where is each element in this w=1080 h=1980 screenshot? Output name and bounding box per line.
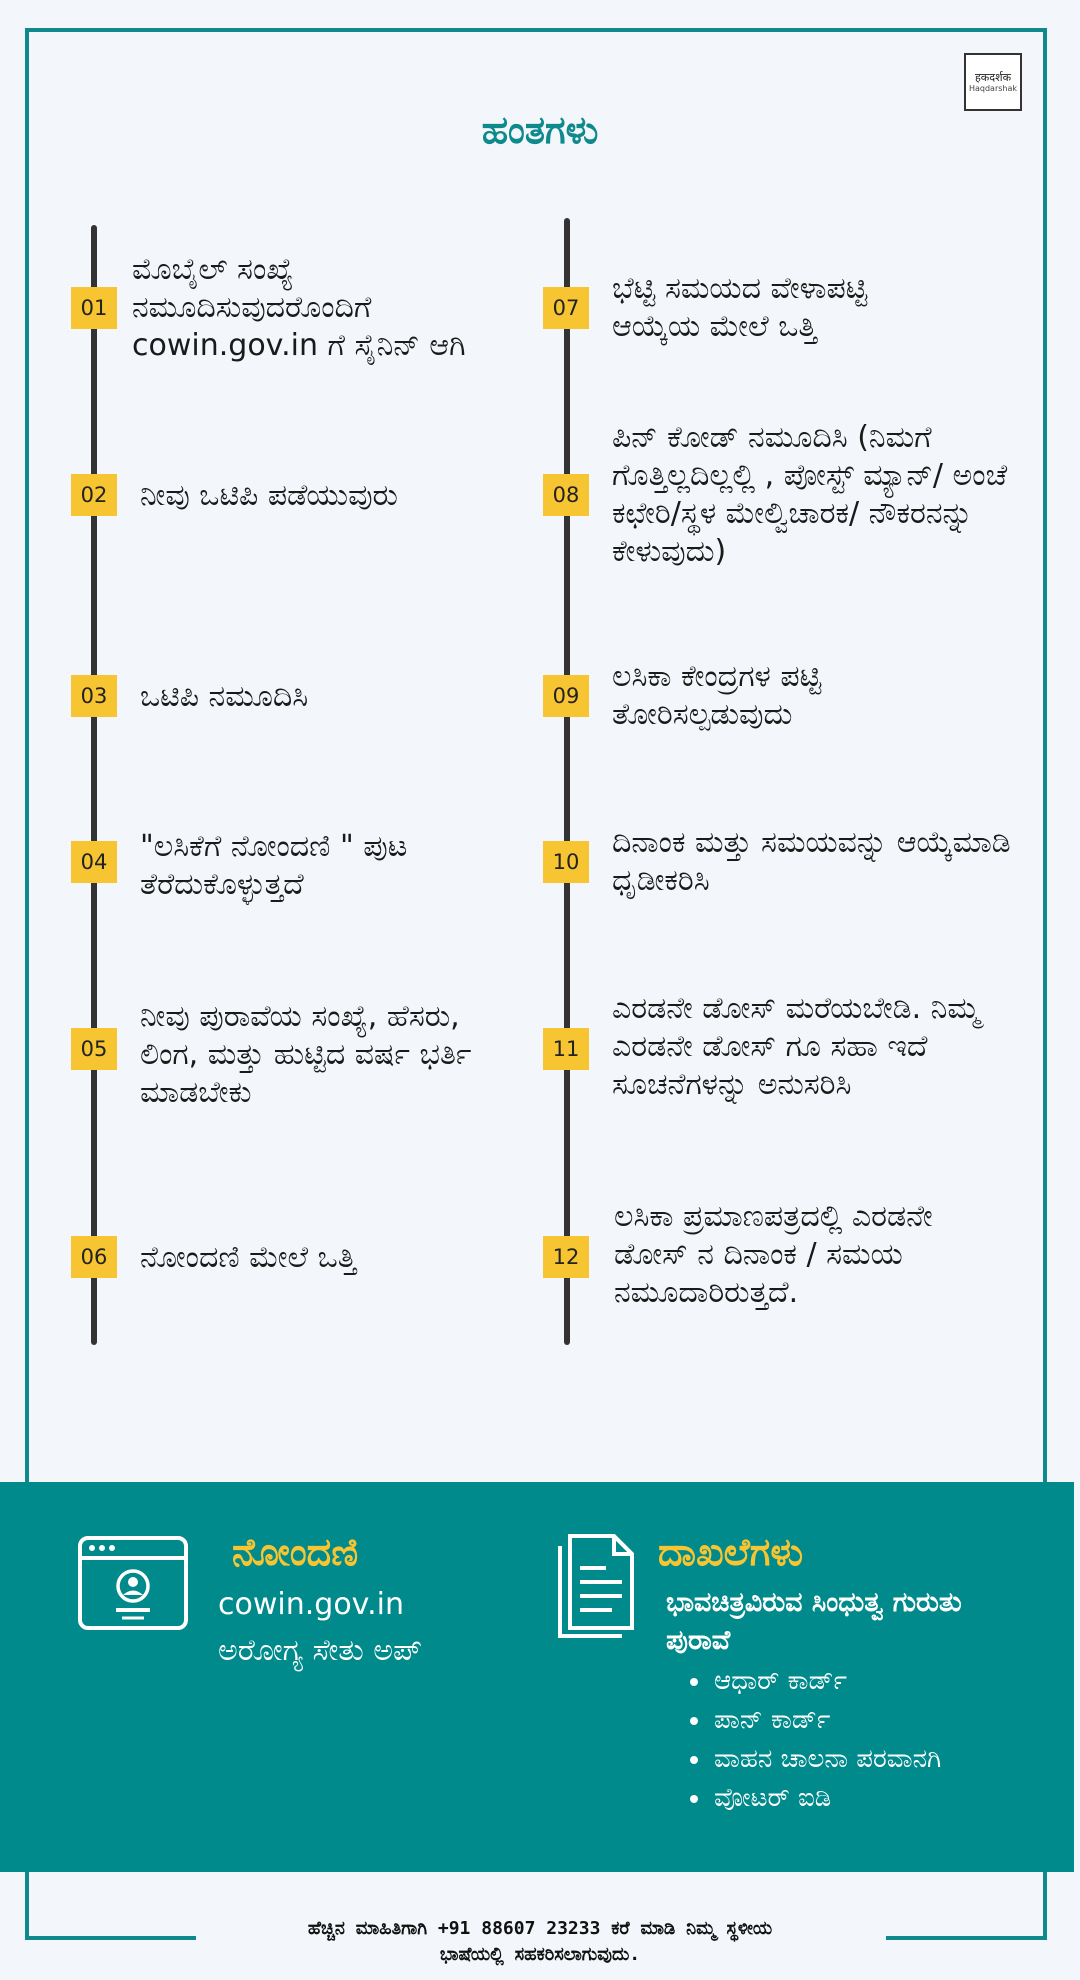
step-badge: 06 [71,1236,117,1278]
step-text: ದಿನಾಂಕ ಮತ್ತು ಸಮಯವನ್ನು ಆಯ್ಕೆಮಾಡಿ ಧೃಡೀಕರಿಸಿ [612,825,1011,898]
step-text: ನೋಂದಣಿ ಮೇಲೆ ಒತ್ತಿ [140,1240,357,1275]
step-badge: 05 [71,1028,117,1070]
footer-line-2: ಭಾಷೆಯಲ್ಲಿ ಸಹಕರಿಸಲಾಗುವುದು. [439,1944,641,1965]
timeline-right [564,218,570,1345]
footer-line-1: ಹೆಚ್ಚಿನ ಮಾಹಿತಿಗಾಗಿ +91 88607 23233 ಕರೆ ಮಾಡಿ ನಿಮ್ಮ ಸ್ಥಳೀಯ [307,1918,773,1939]
step-badge: 07 [543,287,589,329]
document-item: ವೋಟರ್ ಐಡಿ [690,1779,941,1818]
registration-app: ಅರೋಗ್ಯ ಸೇತು ಅಪ್ [218,1633,422,1668]
footer-note [0,1916,1080,1968]
step-badge: 11 [543,1028,589,1070]
timeline-left [91,225,97,1345]
step-badge: 01 [71,287,117,329]
registration-website: cowin.gov.in [218,1587,404,1622]
logo-line-2: Haqdarshak [968,83,1018,93]
page-title: ಹಂತಗಳು [481,108,599,152]
logo-line-1: हकदर्शक [974,70,1012,84]
step-text: ಲಸಿಕಾ ಪ್ರಮಾಣಪತ್ರದಲ್ಲಿ ಎರಡನೇ ಡೋಸ್ ನ ದಿನಾಂಕ / ಸಮಯ ನಮೂದಾರಿರುತ್ತದೆ. [614,1199,933,1310]
browser-user-icon [78,1536,188,1630]
step-text: ಲಸಿಕಾ ಕೇಂದ್ರಗಳ ಪಟ್ಟಿ ತೋರಿಸಲ್ಪಡುವುದು [612,659,822,732]
step-text: ನೀವು ಪುರಾವೆಯ ಸಂಖ್ಯೆ, ಹೆಸರು, ಲಿಂಗ, ಮತ್ತು ಹುಟ್ಟಿದ ವರ್ಷ ಭರ್ತಿ ಮಾಡಬೇಕು [140,999,472,1110]
haqdarshak-logo [964,53,1022,111]
step-text: ಎರಡನೇ ಡೋಸ್ ಮರೆಯಬೇಡಿ. ನಿಮ್ಮ ಎರಡನೇ ಡೋಸ್ ಗೂ ಸಹಾ ಇದೆ ಸೂಚನೆಗಳನ್ನು ಅನುಸರಿಸಿ [612,991,980,1102]
documents-title: ದಾಖಲೆಗಳು [658,1530,804,1574]
document-icon [556,1532,638,1640]
step-badge: 03 [71,675,117,717]
step-badge: 09 [543,675,589,717]
document-item: ಪಾನ್ ಕಾರ್ಡ್ [690,1701,941,1740]
step-badge: 08 [543,474,589,516]
step-badge: 04 [71,841,117,883]
step-text: "ಲಸಿಕೆಗೆ ನೋಂದಣಿ " ಪುಟ ತೆರೆದುಕೊಳ್ಳುತ್ತದೆ [140,829,408,902]
step-badge: 12 [543,1236,589,1278]
step-text: ಪಿನ್ ಕೋಡ್ ನಮೂದಿಸಿ (ನಿಮಗೆ ಗೊತ್ತಿಲ್ಲದಿಲ್ಲಲ್ಲಿ , ಪೋಸ್ಟ್ ಮ್ಯಾನ್/ ಅಂಚೆ ಕಛೇರಿ/ಸ್ಥಳ ಮೇಲ್ವಿಚಾರಕ/ ನೌಕರನನ್ನು ಕೇಳುವುದು) [612,420,1008,569]
step-badge: 02 [71,474,117,516]
document-item: ವಾಹನ ಚಾಲನಾ ಪರವಾನಗಿ [690,1740,941,1779]
registration-title: ನೋಂದಣಿ [232,1530,359,1574]
step-text: ನೀವು ಒಟಿಪಿ ಪಡೆಯುವುರು [140,478,398,513]
step-text: ಭೆಟ್ಟಿ ಸಮಯದ ವೇಳಾಪಟ್ಟಿ ಆಯ್ಕೆಯ ಮೇಲೆ ಒತ್ತಿ [612,271,868,344]
documents-subtitle: ಭಾವಚಿತ್ರವಿರುವ ಸಿಂಧುತ್ವ ಗುರುತು ಪುರಾವೆ [666,1587,962,1656]
step-text: ಮೊಬೈಲ್ ಸಂಖ್ಯೆ ನಮೂದಿಸುವುದರೊಂದಿಗೆ cowin.gov.in ಗೆ ಸೈನಿನ್ ಆಗಿ [132,252,466,363]
documents-list [690,1662,941,1818]
document-item: ಆಧಾರ್ ಕಾರ್ಡ್ [690,1662,941,1701]
step-text: ಒಟಿಪಿ ನಮೂದಿಸಿ [140,679,309,714]
step-badge: 10 [543,841,589,883]
